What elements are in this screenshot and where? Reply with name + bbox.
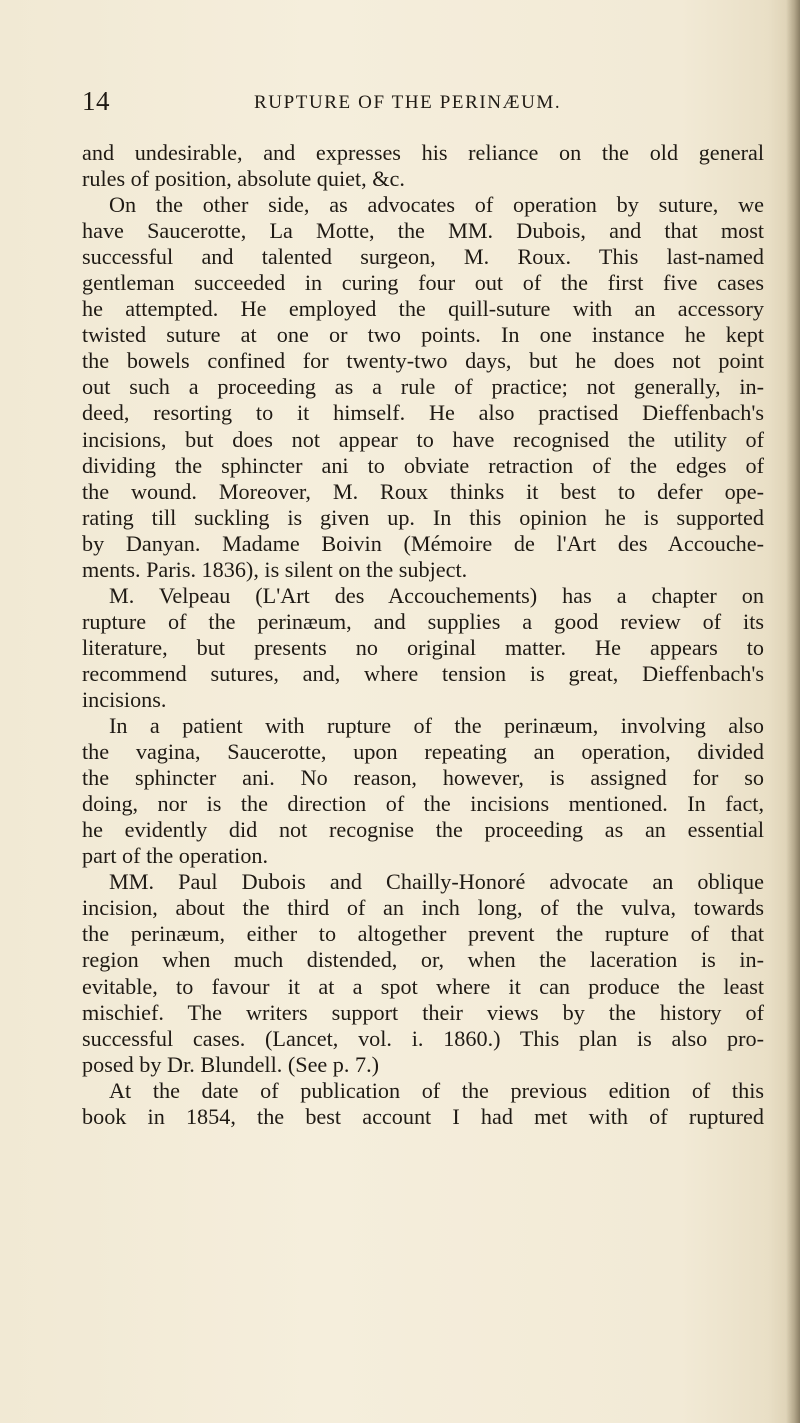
text-line: incisions, but does not appear to have recognised the utility of — [82, 426, 764, 452]
text-line: recommend sutures, and, where tension is great, Dieffenbach's — [82, 660, 764, 686]
text-line: literature, but presents no original matter. He appears to — [82, 634, 764, 660]
text-line: dividing the sphincter ani to obviate retraction of the edges of — [82, 452, 764, 478]
text-line: In a patient with rupture of the perinæum, involving also — [109, 713, 764, 739]
text-line: evitable, to favour it at a spot where it can produce the least — [82, 973, 764, 999]
text-line: and undesirable, and expresses his reliance on the old general — [82, 140, 764, 165]
page-edge-shadow — [786, 0, 800, 1423]
text-line: gentleman succeeded in curing four out of the first five cases — [82, 270, 764, 296]
page-number: 14 — [82, 86, 110, 116]
text-line: mischief. The writers support their views by the history of — [82, 999, 764, 1025]
text-line: successful cases. (Lancet, vol. i. 1860.) This plan is also pro- — [82, 1025, 764, 1051]
text-line: M. Velpeau (L'Art des Accouchements) has a chapter on — [109, 582, 764, 608]
text-line: the sphincter ani. No reason, however, is assigned for so — [82, 765, 764, 791]
text-line: by Danyan. Madame Boivin (Mémoire de l'Art des Accouche- — [82, 530, 764, 556]
text-line: the perinæum, either to altogether prevent the rupture of that — [82, 921, 764, 947]
text-line: rupture of the perinæum, and supplies a good review of its — [82, 608, 764, 634]
text-line: rating till suckling is given up. In this opinion he is supported — [82, 504, 764, 530]
running-title: RUPTURE OF THE PERINÆUM. — [254, 92, 562, 113]
text-line: incision, about the third of an inch long, of the vulva, towards — [82, 895, 764, 921]
text-line: deed, resorting to it himself. He also practised Dieffenbach's — [82, 400, 764, 426]
text-line: he attempted. He employed the quill-suture with an accessory — [82, 296, 764, 322]
text-line: out such a proceeding as a rule of practice; not generally, in- — [82, 374, 764, 400]
text-line: ments. Paris. 1836), is silent on the subject. — [82, 556, 468, 582]
text-line: he evidently did not recognise the proceeding as an essential — [82, 817, 764, 843]
running-head — [82, 86, 772, 118]
text-line: MM. Paul Dubois and Chailly-Honoré advocate an oblique — [109, 869, 764, 895]
text-line: the bowels confined for twenty-two days, but he does not point — [82, 348, 764, 374]
text-line: posed by Dr. Blundell. (See p. 7.) — [82, 1051, 380, 1077]
text-line: the wound. Moreover, M. Roux thinks it best to defer ope- — [82, 478, 764, 504]
text-line: incisions. — [82, 686, 167, 712]
text-line: At the date of publication of the previous edition of this — [109, 1077, 764, 1103]
text-line: successful and talented surgeon, M. Roux. This last-named — [82, 244, 764, 270]
text-line: doing, nor is the direction of the incisions mentioned. In fact, — [82, 791, 764, 817]
text-line: have Saucerotte, La Motte, the MM. Dubois, and that most — [82, 218, 764, 244]
text-line: book in 1854, the best account I had met with of ruptured — [82, 1103, 764, 1129]
body-text — [82, 140, 764, 1130]
text-line: On the other side, as advocates of operation by suture, we — [109, 192, 764, 218]
text-line: region when much distended, or, when the laceration is in- — [82, 947, 764, 973]
text-line: rules of position, absolute quiet, &c. — [82, 166, 405, 192]
text-line: twisted suture at one or two points. In one instance he kept — [82, 322, 764, 348]
text-line: the vagina, Saucerotte, upon repeating an operation, divided — [82, 739, 764, 765]
text-line: part of the operation. — [82, 843, 269, 869]
